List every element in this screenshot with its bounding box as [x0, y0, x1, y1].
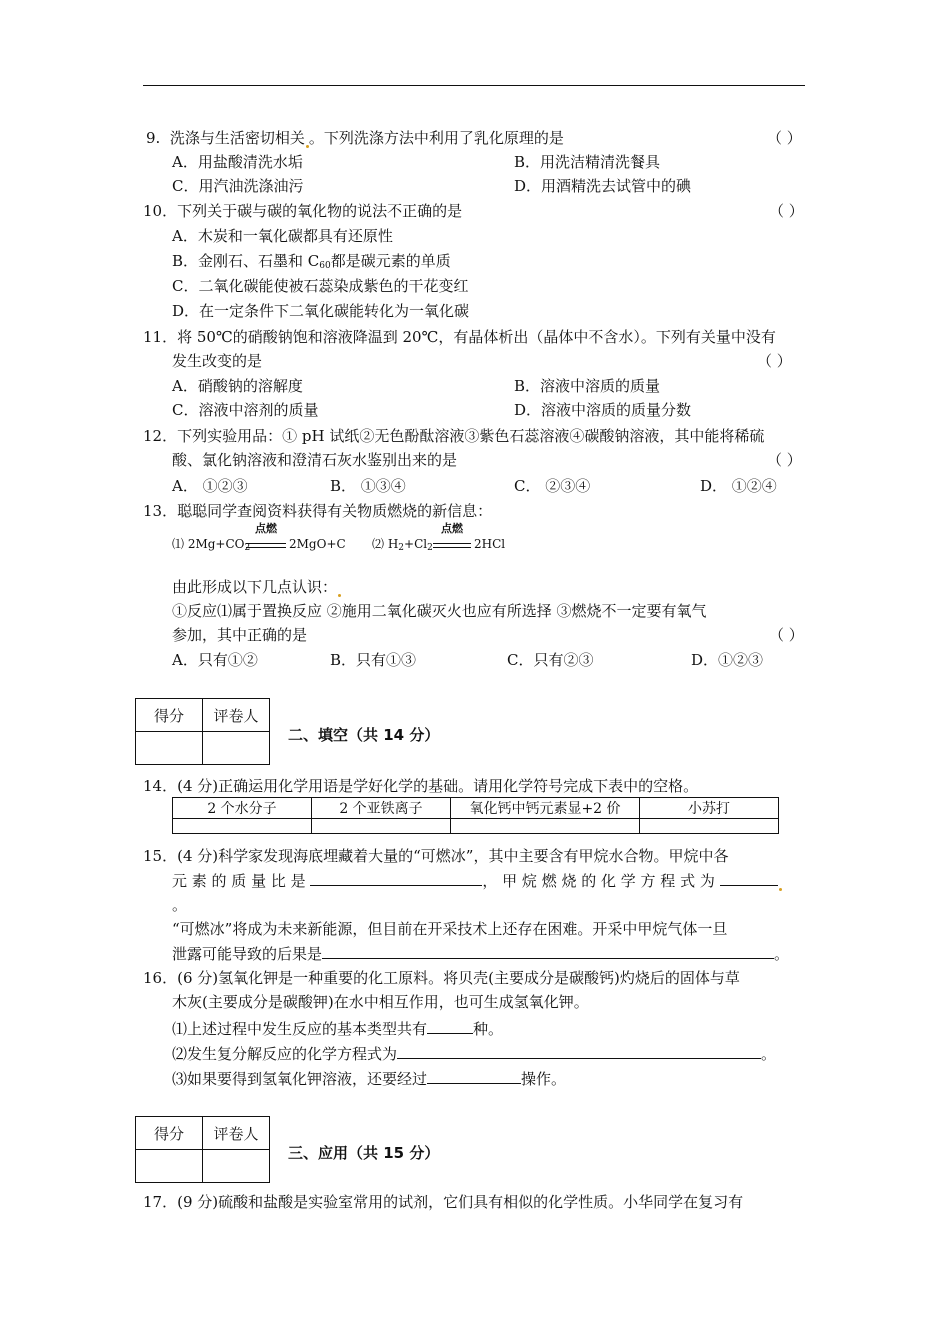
option-b: B．只有①③	[330, 651, 417, 669]
question-15-line: 元 素 的 质 量 比 是 ， 甲 烷 燃 烧 的 化 学 方 程 式 为	[172, 870, 782, 891]
question-15-text: “可燃冰”将成为未来新能源，但目前在开采技术上还存在困难。开采中甲烷气体一旦	[172, 920, 728, 938]
option-d: D． ①②④	[700, 477, 777, 495]
equals-sign	[246, 543, 286, 548]
table-header: 氧化钙中钙元素显+2 价	[451, 798, 640, 819]
option-c: C．用汽油洗涤油污	[172, 177, 304, 195]
score-cell[interactable]	[136, 732, 203, 765]
answer-cell[interactable]	[312, 819, 451, 834]
option-c: C．二氧化碳能使被石蕊染成紫色的干花变红	[172, 277, 469, 295]
question-number: 9.	[146, 129, 161, 147]
equation-2: ⑵ $H_2+Cl_2$	[372, 537, 433, 553]
table-header: 小苏打	[640, 798, 779, 819]
answer-cell[interactable]	[173, 819, 312, 834]
option-b: B． ①③④	[330, 477, 406, 495]
table-header: 2 个水分子	[173, 798, 312, 819]
option-b: B．金刚石、石墨和 $C_{60}$都是碳元素的单质	[172, 252, 451, 271]
option-b: B．用洗洁精清洗餐具	[514, 153, 661, 171]
answer-paren: （ ）	[769, 626, 804, 644]
question-12-stem: 12．下列实验用品：① pH 试纸②无色酚酞溶液③紫色石蕊溶液④碳酸钠溶液，其中能将稀硫	[143, 427, 765, 445]
question-11-stem-cont: 发生改变的是	[172, 352, 263, 370]
question-15-period: 。	[172, 896, 188, 914]
question-16-stem-cont: 木灰(主要成分是碳酸钾)在水中相互作用，也可生成氢氧化钾。	[172, 993, 589, 1011]
option-a: A． ①②③	[172, 477, 248, 495]
question-13-text-cont: 参加，其中正确的是	[172, 626, 308, 644]
answer-table	[172, 797, 779, 834]
score-box	[135, 698, 270, 765]
grader-cell[interactable]	[203, 1150, 270, 1183]
answer-cell[interactable]	[451, 819, 640, 834]
score-label: 得分	[136, 699, 203, 732]
grader-label: 评卷人	[203, 699, 270, 732]
answer-paren: （ ）	[767, 129, 802, 147]
option-d: D．在一定条件下二氧化碳能转化为一氧化碳	[172, 302, 470, 320]
answer-blank[interactable]	[427, 1018, 473, 1034]
answer-blank[interactable]	[310, 870, 482, 886]
answer-cell[interactable]	[640, 819, 779, 834]
option-d: D．用酒精洗去试管中的碘	[514, 177, 692, 195]
option-c: C．只有②③	[507, 651, 594, 669]
question-13-statements: ①反应⑴属于置换反应 ②施用二氧化碳灭火也应有所选择 ③燃烧不一定要有氧气	[172, 602, 707, 620]
question-11-stem: 11．将 50℃的硝酸钠饱和溶液降温到 20℃，有晶体析出（晶体中不含水）。下列有关量中没有	[143, 328, 776, 346]
question-16-part-2: ⑵发生复分解反应的化学方程式为 。	[172, 1045, 777, 1063]
question-14-stem: 14．(4 分)正确运用化学用语是学好化学的基础。请用化学符号完成下表中的空格。	[143, 777, 699, 795]
question-15-text-cont: 泄露可能导致的后果是 。	[172, 945, 790, 963]
equation-1-product: 2MgO+C	[289, 537, 346, 551]
score-box	[135, 1116, 270, 1183]
question-13-stem: 13．聪聪同学查阅资料获得有关物质燃烧的新信息：	[143, 502, 493, 520]
score-cell[interactable]	[136, 1150, 203, 1183]
section-heading: 三、应用（共 15 分）	[288, 1144, 440, 1162]
reaction-condition: 点燃	[441, 522, 463, 535]
option-d: D．①②③	[691, 651, 764, 669]
answer-blank[interactable]	[427, 1068, 521, 1084]
score-label: 得分	[136, 1117, 203, 1150]
question-16-part-1: ⑴上述过程中发生反应的基本类型共有 种。	[172, 1020, 504, 1038]
option-a: A．用盐酸清洗水垢	[172, 153, 303, 171]
equation-2-product: 2HCl	[474, 537, 506, 551]
grader-cell[interactable]	[203, 732, 270, 765]
grader-label: 评卷人	[203, 1117, 270, 1150]
option-c: C． ②③④	[514, 477, 591, 495]
answer-blank[interactable]	[322, 943, 774, 959]
question-16-stem: 16．(6 分)氢氧化钾是一种重要的化工原料。将贝壳(主要成分是碳酸钙)灼烧后的固体与草	[143, 969, 740, 987]
question-10-stem: 10．下列关于碳与碳的氧化物的说法不正确的是	[143, 202, 463, 220]
question-13-text: 由此形成以下几点认识：	[172, 577, 341, 597]
option-a: A．只有①②	[172, 651, 258, 669]
question-9-stem: 9. 洗涤与生活密切相关 。下列洗涤方法中利用了乳化原理的是	[146, 129, 564, 147]
question-15-stem: 15．(4 分)科学家发现海底埋藏着大量的“可燃冰”，其中主要含有甲烷水合物。甲烷中各	[143, 847, 729, 865]
mark-dot	[779, 888, 782, 891]
option-a: A．硝酸钠的溶解度	[172, 377, 303, 395]
answer-paren: （ ）	[767, 451, 802, 469]
section-heading: 二、填空（共 14 分）	[288, 726, 440, 744]
question-17-stem: 17．(9 分)硫酸和盐酸是实验室常用的试剂，它们具有相似的化学性质。小华同学在复习有	[143, 1193, 744, 1211]
question-12-stem-cont: 酸、氯化钠溶液和澄清石灰水鉴别出来的是	[172, 451, 458, 469]
reaction-condition: 点燃	[255, 522, 277, 535]
option-d: D．溶液中溶质的质量分数	[514, 401, 692, 419]
equation-1: ⑴ $2Mg+CO_2$	[172, 537, 251, 553]
option-b: B．溶液中溶质的质量	[514, 377, 661, 395]
answer-paren: （ ）	[769, 202, 804, 220]
answer-paren: （ ）	[757, 352, 792, 370]
question-16-part-3: ⑶如果要得到氢氧化钾溶液，还要经过 操作。	[172, 1070, 567, 1088]
header-rule	[143, 85, 805, 86]
table-header: 2 个亚铁离子	[312, 798, 451, 819]
option-a: A．木炭和一氧化碳都具有还原性	[172, 227, 393, 245]
option-c: C．溶液中溶剂的质量	[172, 401, 319, 419]
equals-sign	[433, 543, 471, 548]
mark-dot	[338, 594, 341, 597]
answer-blank[interactable]	[720, 870, 778, 886]
answer-blank[interactable]	[397, 1043, 761, 1059]
